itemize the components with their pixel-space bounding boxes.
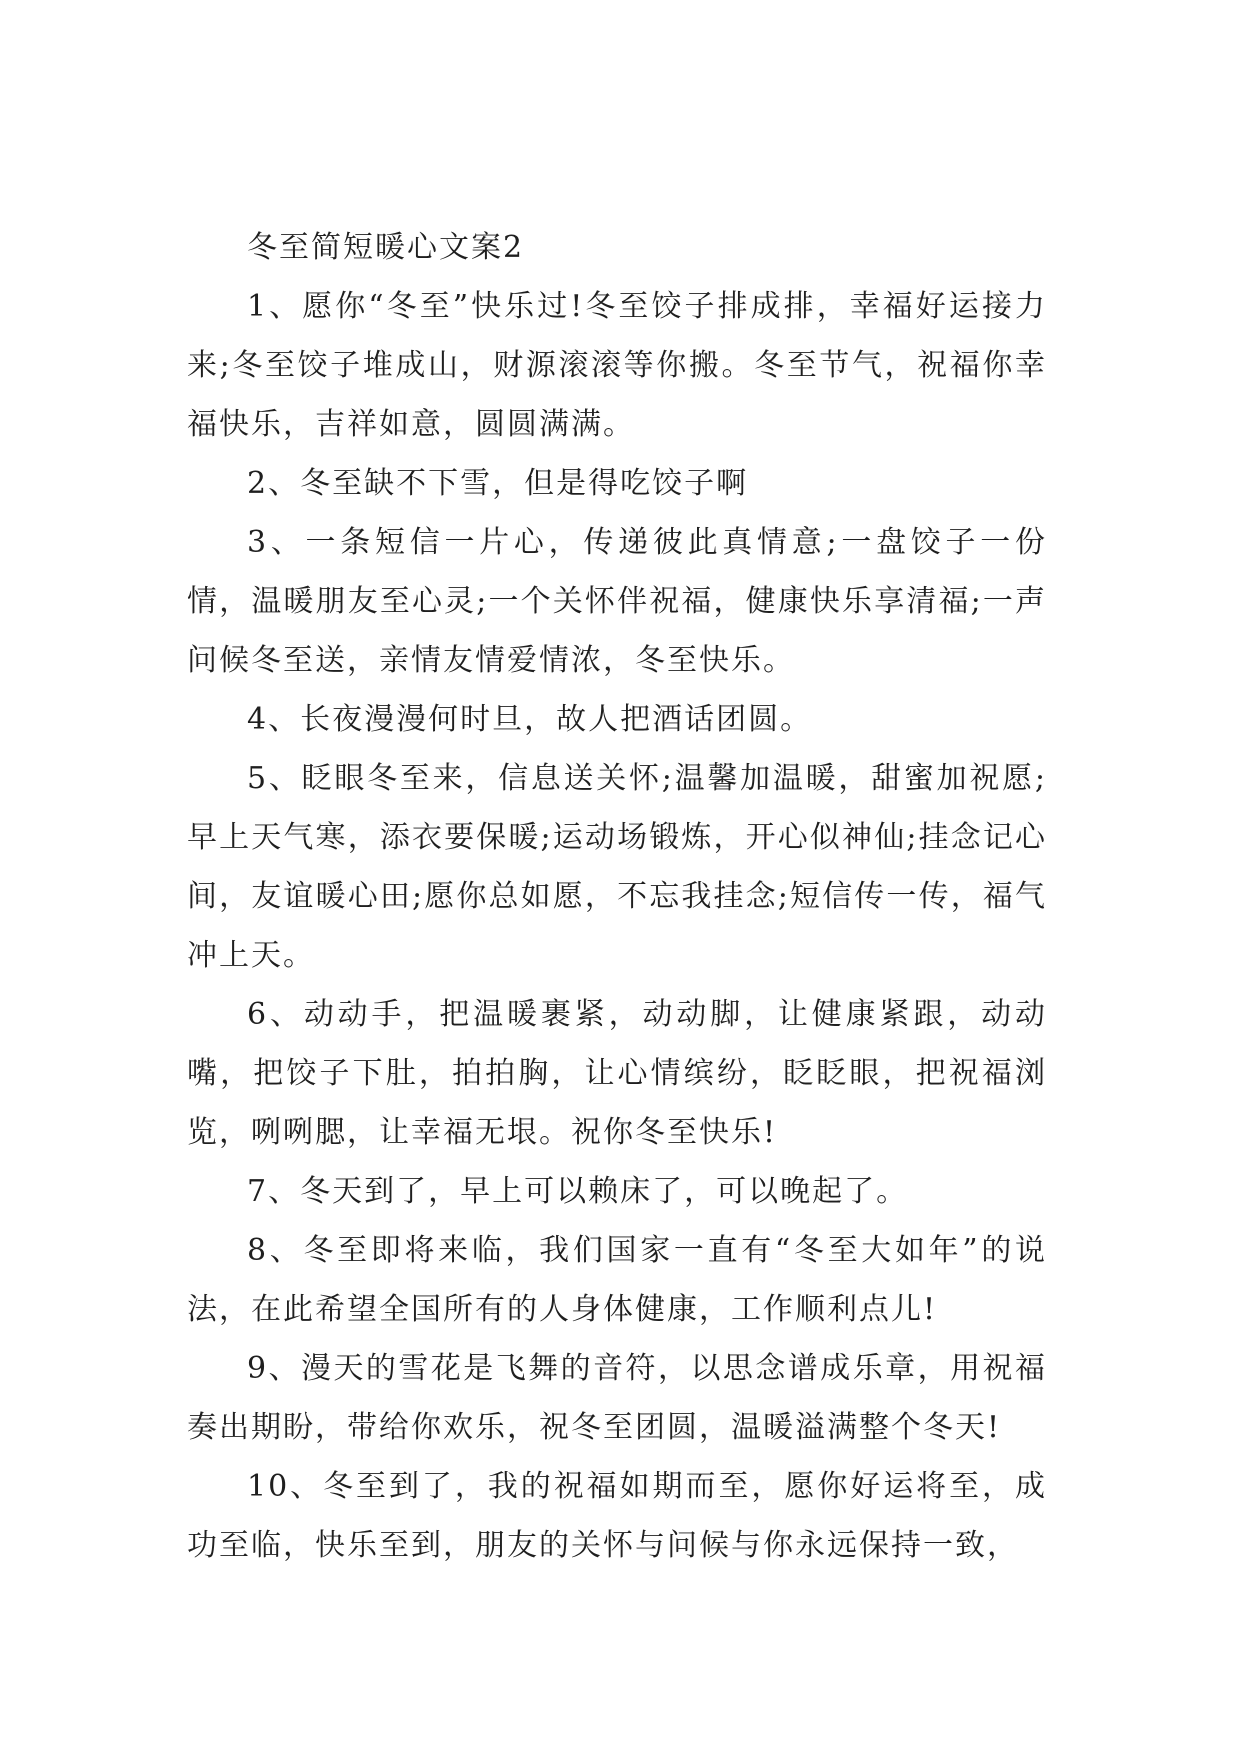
paragraph-7: 7、冬天到了，早上可以赖床了，可以晚起了。 <box>247 1174 909 1209</box>
paragraph-1: 1、愿你“冬至”快乐过!冬至饺子排成排，幸福好运接力来;冬至饺子堆成山，财源滚滚等你搬。冬至节气，祝福你幸福快乐，吉祥如意，圆圆满满。 <box>187 289 1047 442</box>
document-body <box>187 218 1047 1575</box>
paragraph-3: 3、一条短信一片心，传递彼此真情意;一盘饺子一份情，温暖朋友至心灵;一个关怀伴祝福，健康快乐享清福;一声问候冬至送，亲情友情爱情浓，冬至快乐。 <box>187 525 1047 678</box>
paragraph-6: 6、动动手，把温暖裹紧，动动脚，让健康紧跟，动动嘴，把饺子下肚，拍拍胸，让心情缤纷，眨眨眼，把祝福浏览，咧咧腮，让幸福无垠。祝你冬至快乐! <box>187 997 1047 1150</box>
paragraph-9: 9、漫天的雪花是飞舞的音符，以思念谱成乐章，用祝福奏出期盼，带给你欢乐，祝冬至团圆，温暖溢满整个冬天! <box>187 1351 1047 1445</box>
paragraph-4: 4、长夜漫漫何时旦，故人把酒话团圆。 <box>247 702 813 737</box>
paragraph-2: 2、冬至缺不下雪，但是得吃饺子啊 <box>247 466 749 501</box>
document-title: 冬至简短暖心文案2 <box>247 230 525 265</box>
paragraph-8: 8、冬至即将来临，我们国家一直有“冬至大如年”的说法，在此希望全国所有的人身体健康，工作顺利点儿! <box>187 1233 1047 1327</box>
paragraph-10: 10、冬至到了，我的祝福如期而至，愿你好运将至，成功至临，快乐至到，朋友的关怀与问候与你永远保持一致， <box>187 1469 1047 1563</box>
paragraph-5: 5、眨眼冬至来，信息送关怀;温馨加温暖，甜蜜加祝愿;早上天气寒，添衣要保暖;运动场锻炼，开心似神仙;挂念记心间，友谊暖心田;愿你总如愿，不忘我挂念;短信传一传，福气冲上天。 <box>187 761 1047 973</box>
